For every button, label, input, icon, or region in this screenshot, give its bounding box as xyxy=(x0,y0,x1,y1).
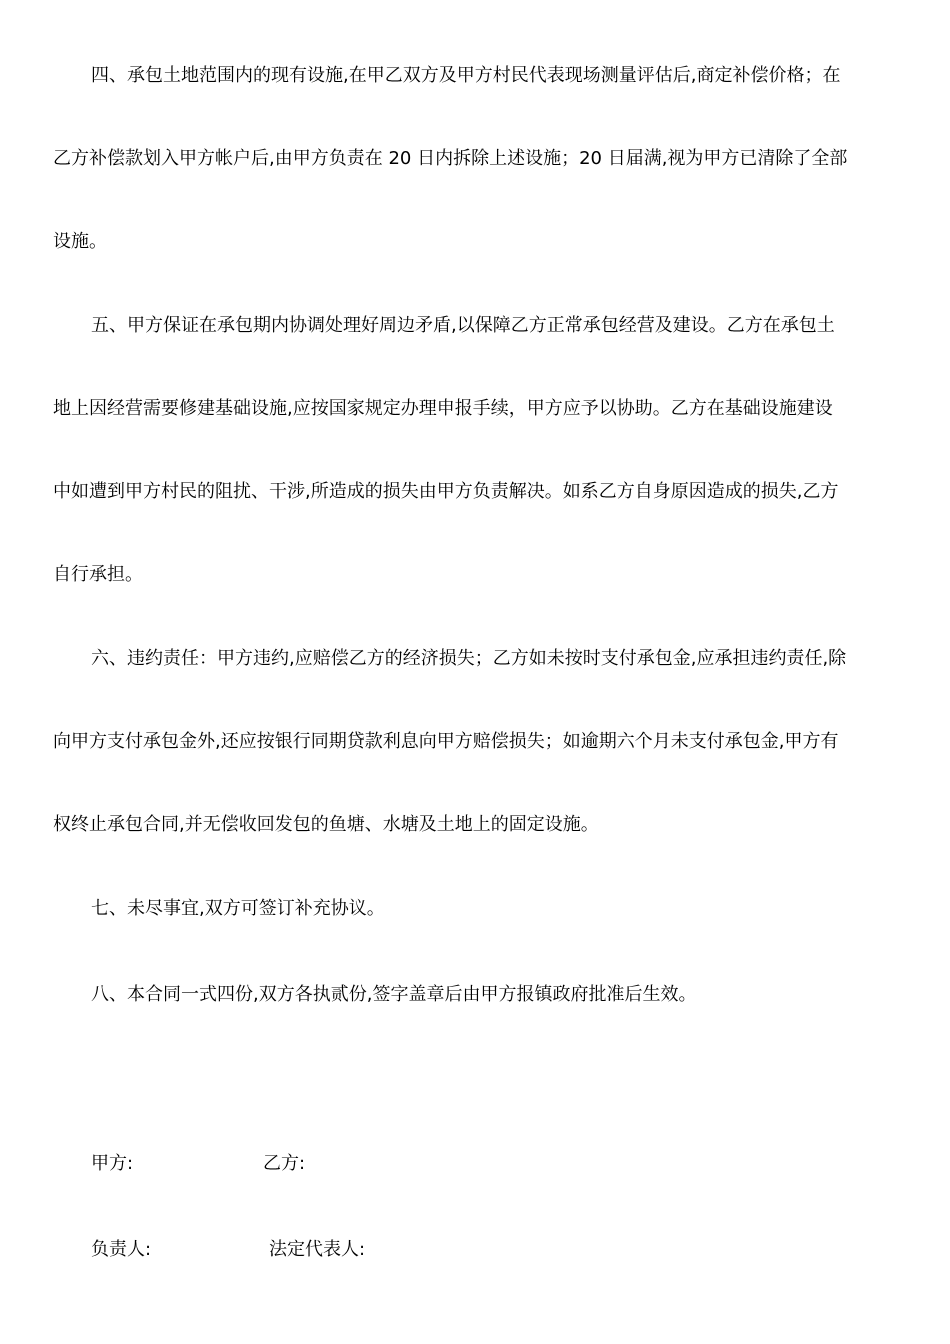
party-a-label: 甲方: xyxy=(91,1153,134,1174)
clause-five-line-4: 自行承担。 xyxy=(53,564,143,585)
clause-four-line-2: 乙方补偿款划入甲方帐户后,由甲方负责在 20 日内拆除上述设施；20 日届满,视为甲方已清除了全部 xyxy=(53,148,848,169)
clause-four-line-1: 四、承包土地范围内的现有设施,在甲乙双方及甲方村民代表现场测量评估后,商定补偿价格；在 xyxy=(91,65,841,86)
clause-six-line-2: 向甲方支付承包金外,还应按银行同期贷款利息向甲方赔偿损失；如逾期六个月未支付承包金,甲方有 xyxy=(53,731,839,752)
clause-six-line-1: 六、违约责任：甲方违约,应赔偿乙方的经济损失；乙方如未按时支付承包金,应承担违约责任,除 xyxy=(91,648,847,669)
clause-six-line-3: 权终止承包合同,并无偿收回发包的鱼塘、水塘及土地上的固定设施。 xyxy=(53,814,599,835)
clause-five-line-2: 地上因经营需要修建基础设施,应按国家规定办理申报手续，甲方应予以协助。乙方在基础设施建设 xyxy=(53,398,833,419)
responsible-person-label: 负责人: xyxy=(91,1239,152,1260)
clause-five-line-3: 中如遭到甲方村民的阻扰、干涉,所造成的损失由甲方负责解决。如系乙方自身原因造成的损失,乙方 xyxy=(53,481,839,502)
clause-five-line-1: 五、甲方保证在承包期内协调处理好周边矛盾,以保障乙方正常承包经营及建设。乙方在承包土 xyxy=(91,315,835,336)
clause-seven-line-1: 七、未尽事宜,双方可签订补充协议。 xyxy=(91,898,385,919)
party-b-label: 乙方: xyxy=(263,1153,306,1174)
clause-four-line-3: 设施。 xyxy=(53,231,107,252)
legal-representative-label: 法定代表人: xyxy=(269,1239,366,1260)
clause-eight-line-1: 八、本合同一式四份,双方各执贰份,签字盖章后由甲方报镇政府批准后生效。 xyxy=(91,984,697,1005)
